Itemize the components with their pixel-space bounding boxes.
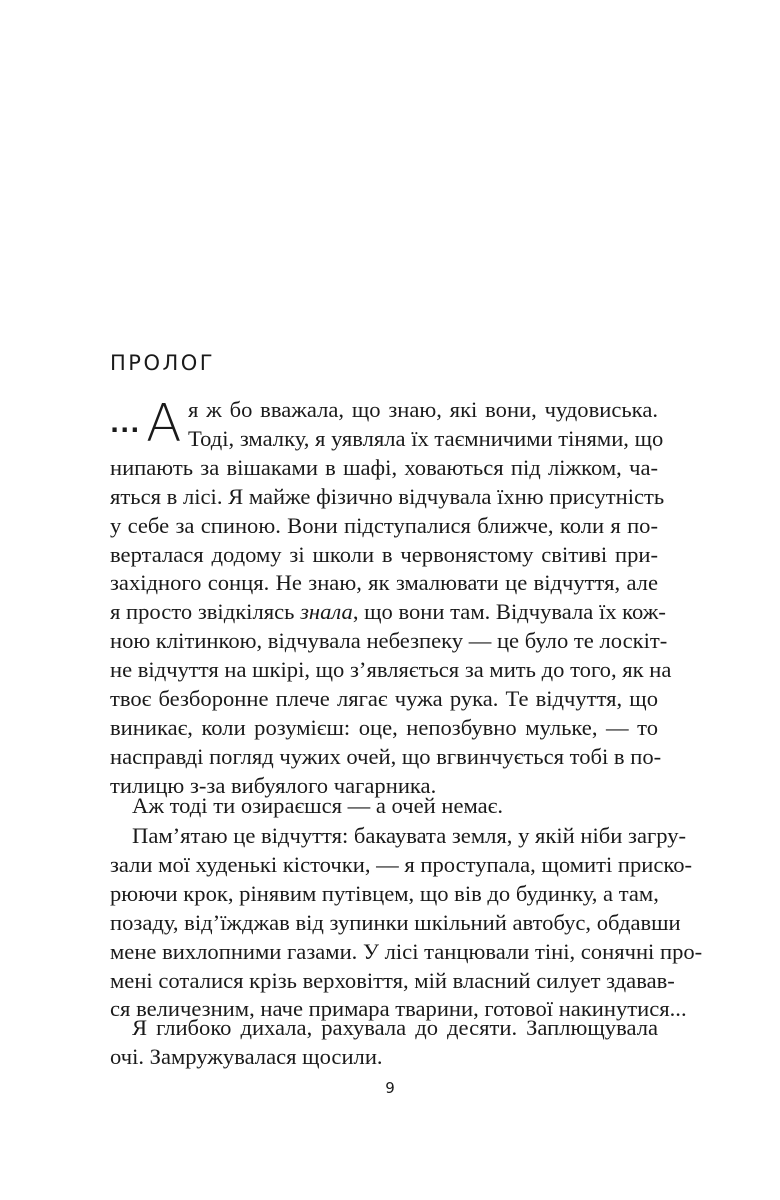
paragraph-4 <box>110 1014 658 1072</box>
text-line <box>110 598 666 627</box>
paragraph-2 <box>110 792 658 821</box>
page-number: 9 <box>385 1079 395 1097</box>
text-line: Тоді, змалку, я уявляла їх таємничими тінями, що <box>188 425 664 451</box>
text-run: , що вони там. Відчувала їх кож- <box>352 599 666 625</box>
paragraph-1 <box>110 396 672 801</box>
text-line: позаду, від’їжджав від зупинки шкільний автобус, обдавши <box>110 909 681 935</box>
text-line: Я глибоко дихала, рахувала до десяти. Заплющувала <box>132 1015 658 1040</box>
text-line: Аж тоді ти озираєшся — а очей немає. <box>132 793 504 818</box>
text-run: я просто звідкілясь <box>110 599 301 625</box>
text-line: рюючи крок, рінявим путівцем, що вів до будинку, а там, <box>110 880 659 906</box>
text-line: очі. Замружувалася щосили. <box>110 1043 383 1069</box>
text-line: мені соталися крізь верховіття, мій власний силует здавав- <box>110 967 675 993</box>
text-line: нипають за вішаками в шафі, ховаються під ліжком, ча- <box>110 454 658 480</box>
text-line: верталася додому зі школи в червонястому світиві при- <box>110 541 658 567</box>
text-line: ною клітинкою, відчувала небезпеку — це було те лоскіт- <box>110 628 668 654</box>
text-line: не відчуття на шкірі, що з’являється за мить до того, як на <box>110 657 672 683</box>
paragraph-3 <box>110 822 703 1024</box>
text-line: ся величезним, наче примара тварини, готової накинутися... <box>110 996 687 1022</box>
text-line: твоє безборонне плече лягає чужа рука. Те відчуття, що <box>110 686 658 712</box>
drop-cap-letter: А <box>146 394 182 454</box>
emphasized-word: знала <box>300 599 353 625</box>
text-line: у себе за спиною. Вони підступалися ближче, коли я по- <box>110 512 658 538</box>
chapter-title: ПРОЛОГ <box>110 351 216 375</box>
text-line: зали мої худенькі кісточки, — я проступала, щомиті приско- <box>110 851 693 877</box>
text-line: західного сонця. Не знаю, як змалювати це відчуття, але <box>110 570 658 596</box>
text-line: тилицю з-за вибуялого чагарника. <box>110 772 437 798</box>
drop-cap-ellipsis: ... <box>110 410 141 438</box>
text-line: мене вихлопними газами. У лісі танцювали тіні, сонячні про- <box>110 938 703 964</box>
text-line: яться в лісі. Я майже фізично відчувала їхню присутність <box>110 483 665 509</box>
text-line: виникає, коли розумієш: оце, непозбувно мульке, — то <box>110 714 658 740</box>
text-line: Пам’ятаю це відчуття: бакаувата земля, у якій ніби загру- <box>132 823 687 848</box>
text-line: я ж бо вважала, що знаю, які вони, чудовиська. <box>188 397 658 422</box>
text-line: насправді погляд чужих очей, що вгвинчується тобі в по- <box>110 743 662 769</box>
